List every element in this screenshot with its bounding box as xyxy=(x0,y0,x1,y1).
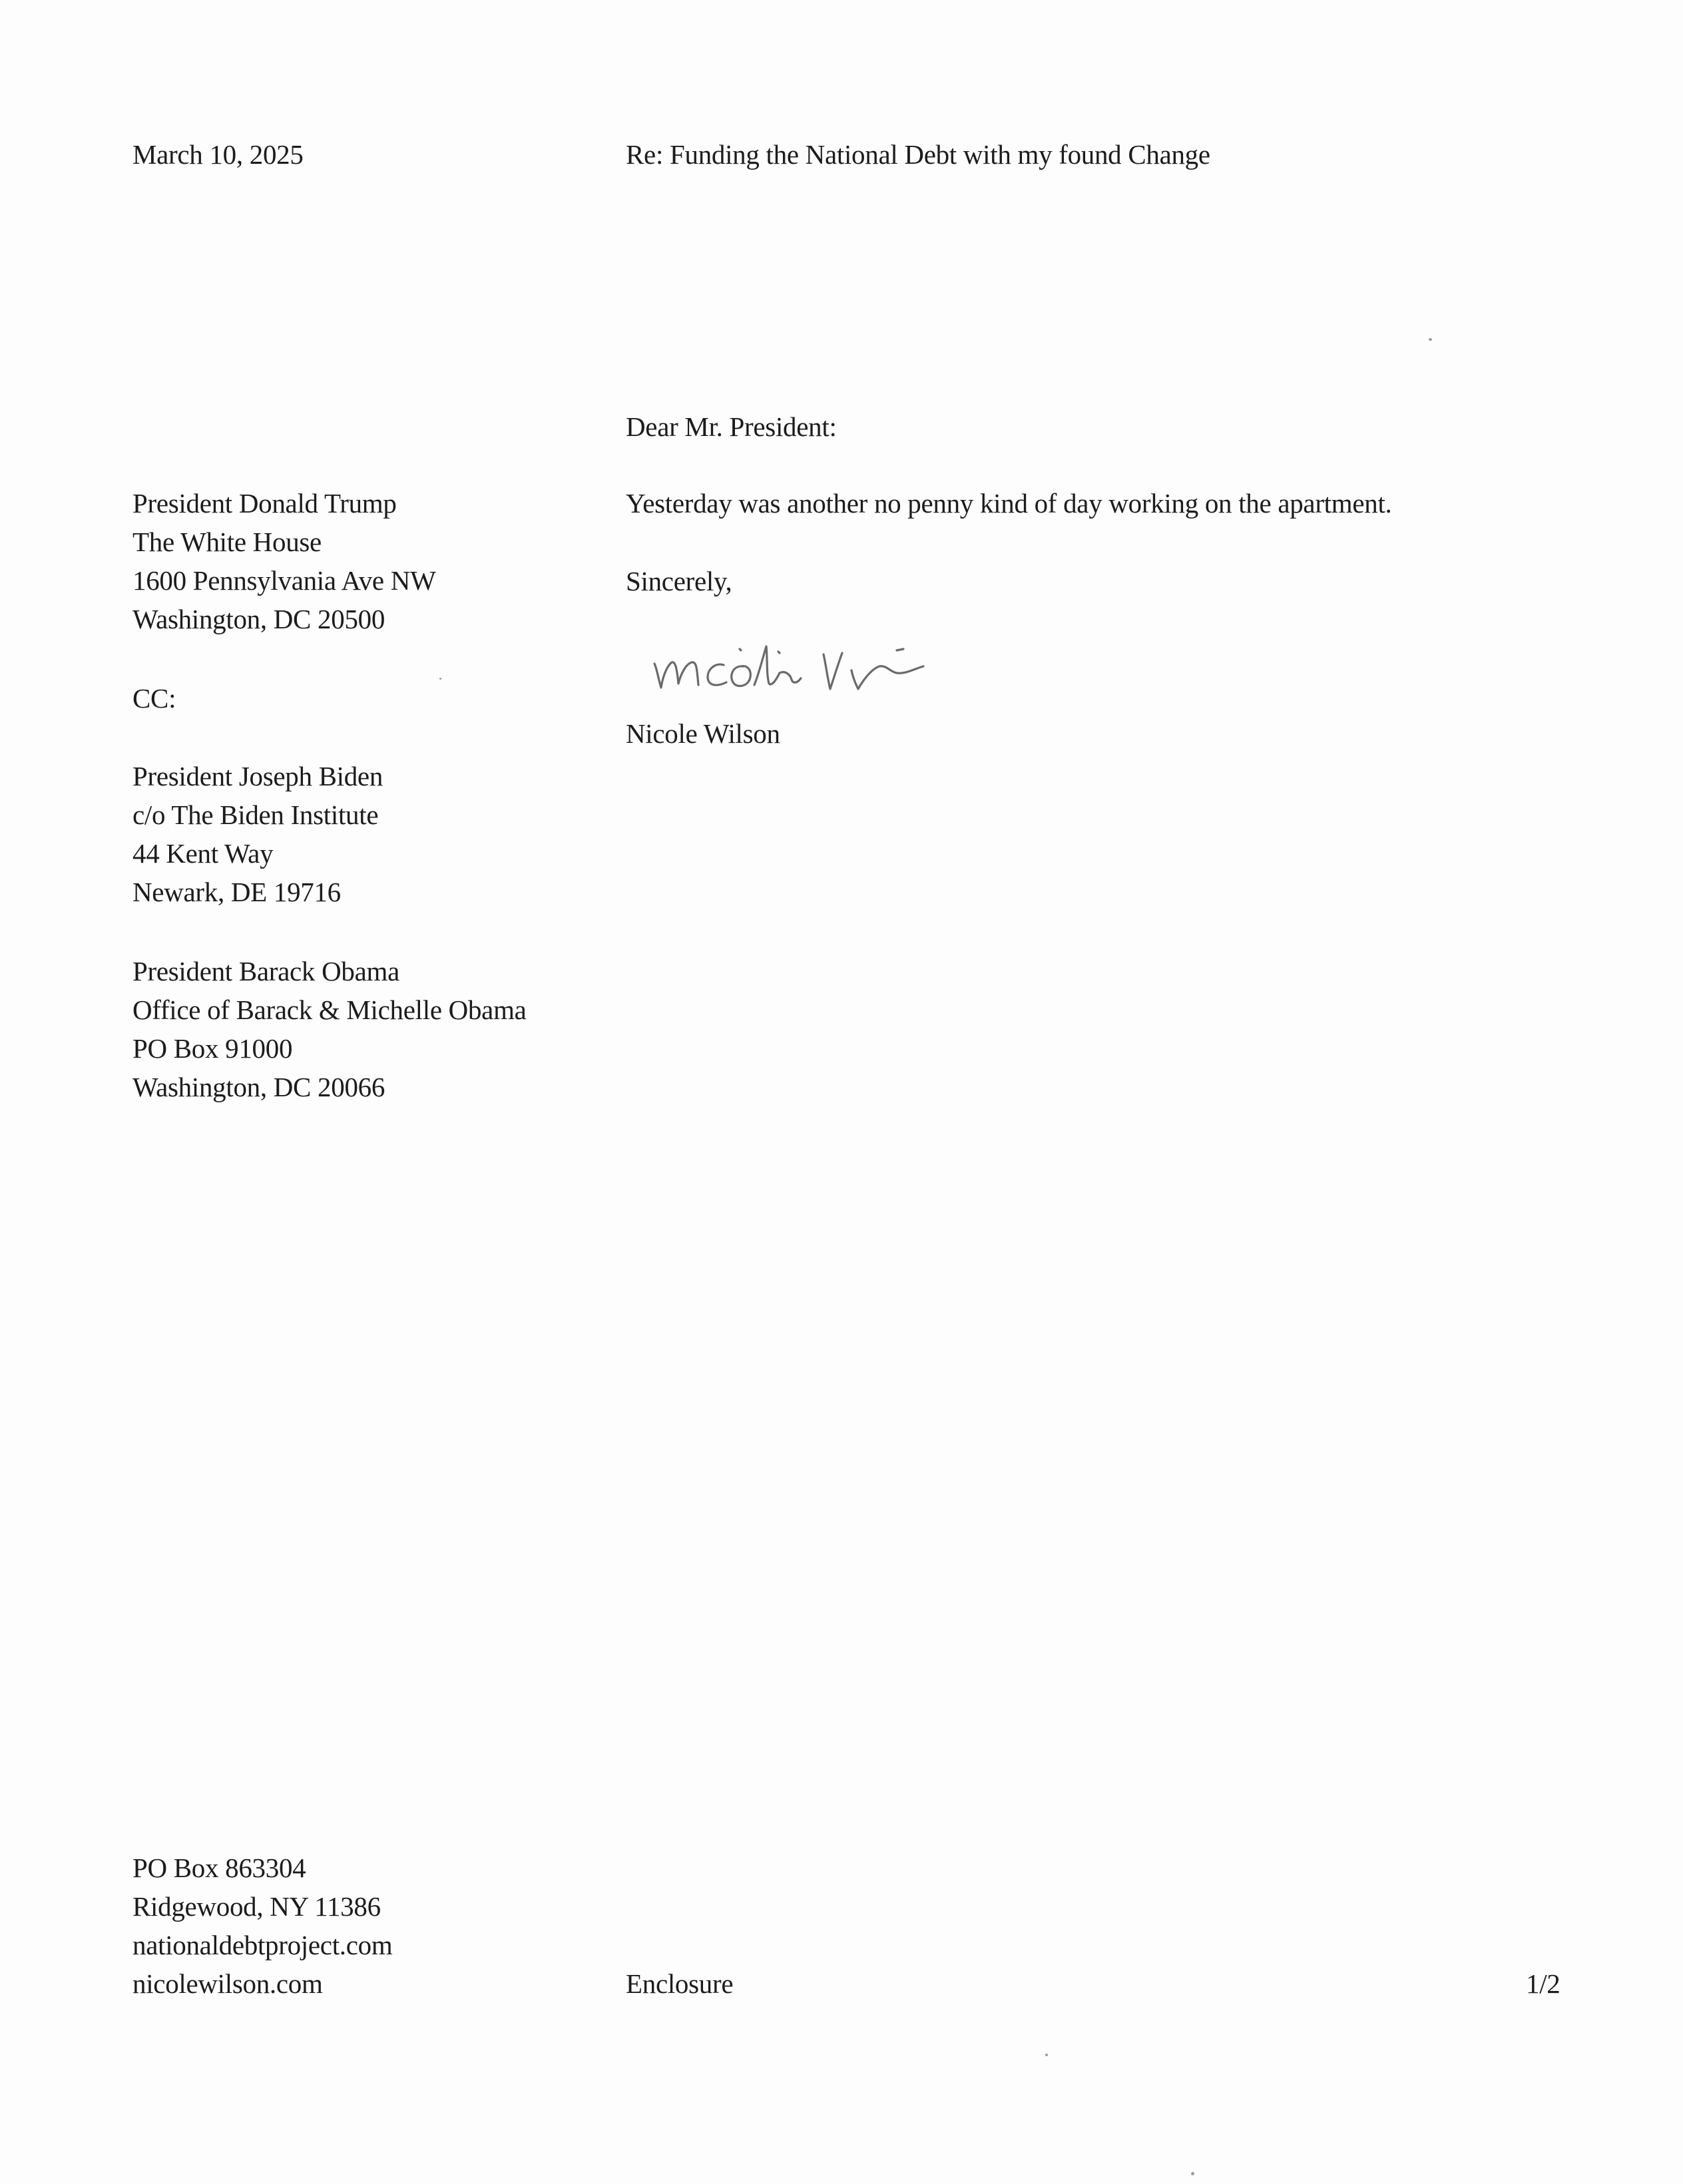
letter-subject: Re: Funding the National Debt with my found Change xyxy=(626,139,1210,170)
cc-line: PO Box 91000 xyxy=(132,1033,293,1064)
scan-speck xyxy=(439,678,441,680)
recipient-line: President Donald Trump xyxy=(132,488,397,519)
recipient-line: 1600 Pennsylvania Ave NW xyxy=(132,565,436,596)
recipient-line: The White House xyxy=(132,527,322,557)
cc-line: President Joseph Biden xyxy=(132,761,383,791)
signer-name: Nicole Wilson xyxy=(626,718,780,749)
sender-line: Ridgewood, NY 11386 xyxy=(132,1891,381,1922)
cc-line: c/o The Biden Institute xyxy=(132,799,379,830)
scan-speck xyxy=(1045,2054,1048,2056)
cc-line: President Barack Obama xyxy=(132,956,399,986)
cc-line: Newark, DE 19716 xyxy=(132,877,341,907)
cc-address-obama xyxy=(132,952,527,1106)
cc-line: Office of Barack & Michelle Obama xyxy=(132,994,527,1025)
page-number: 1/2 xyxy=(1526,1968,1561,1999)
letter-body: Yesterday was another no penny kind of day working on the apartment. xyxy=(626,488,1392,519)
sender-line: PO Box 863304 xyxy=(132,1853,306,1883)
sender-website: nicolewilson.com xyxy=(132,1968,323,1999)
handwritten-signature xyxy=(649,622,955,706)
scan-speck xyxy=(1429,338,1432,341)
letter-date: March 10, 2025 xyxy=(132,139,304,170)
enclosure-note: Enclosure xyxy=(626,1968,734,1999)
cc-address-biden xyxy=(132,757,383,911)
closing: Sincerely, xyxy=(626,566,732,596)
cc-label: CC: xyxy=(132,683,176,714)
cc-line: 44 Kent Way xyxy=(132,838,274,869)
scan-speck xyxy=(1191,2172,1194,2175)
cc-line: Washington, DC 20066 xyxy=(132,1072,385,1102)
sender-address xyxy=(132,1849,392,2003)
recipient-line: Washington, DC 20500 xyxy=(132,604,385,634)
sender-website: nationaldebtproject.com xyxy=(132,1930,393,1960)
recipient-address xyxy=(132,484,436,638)
salutation: Dear Mr. President: xyxy=(626,411,837,442)
